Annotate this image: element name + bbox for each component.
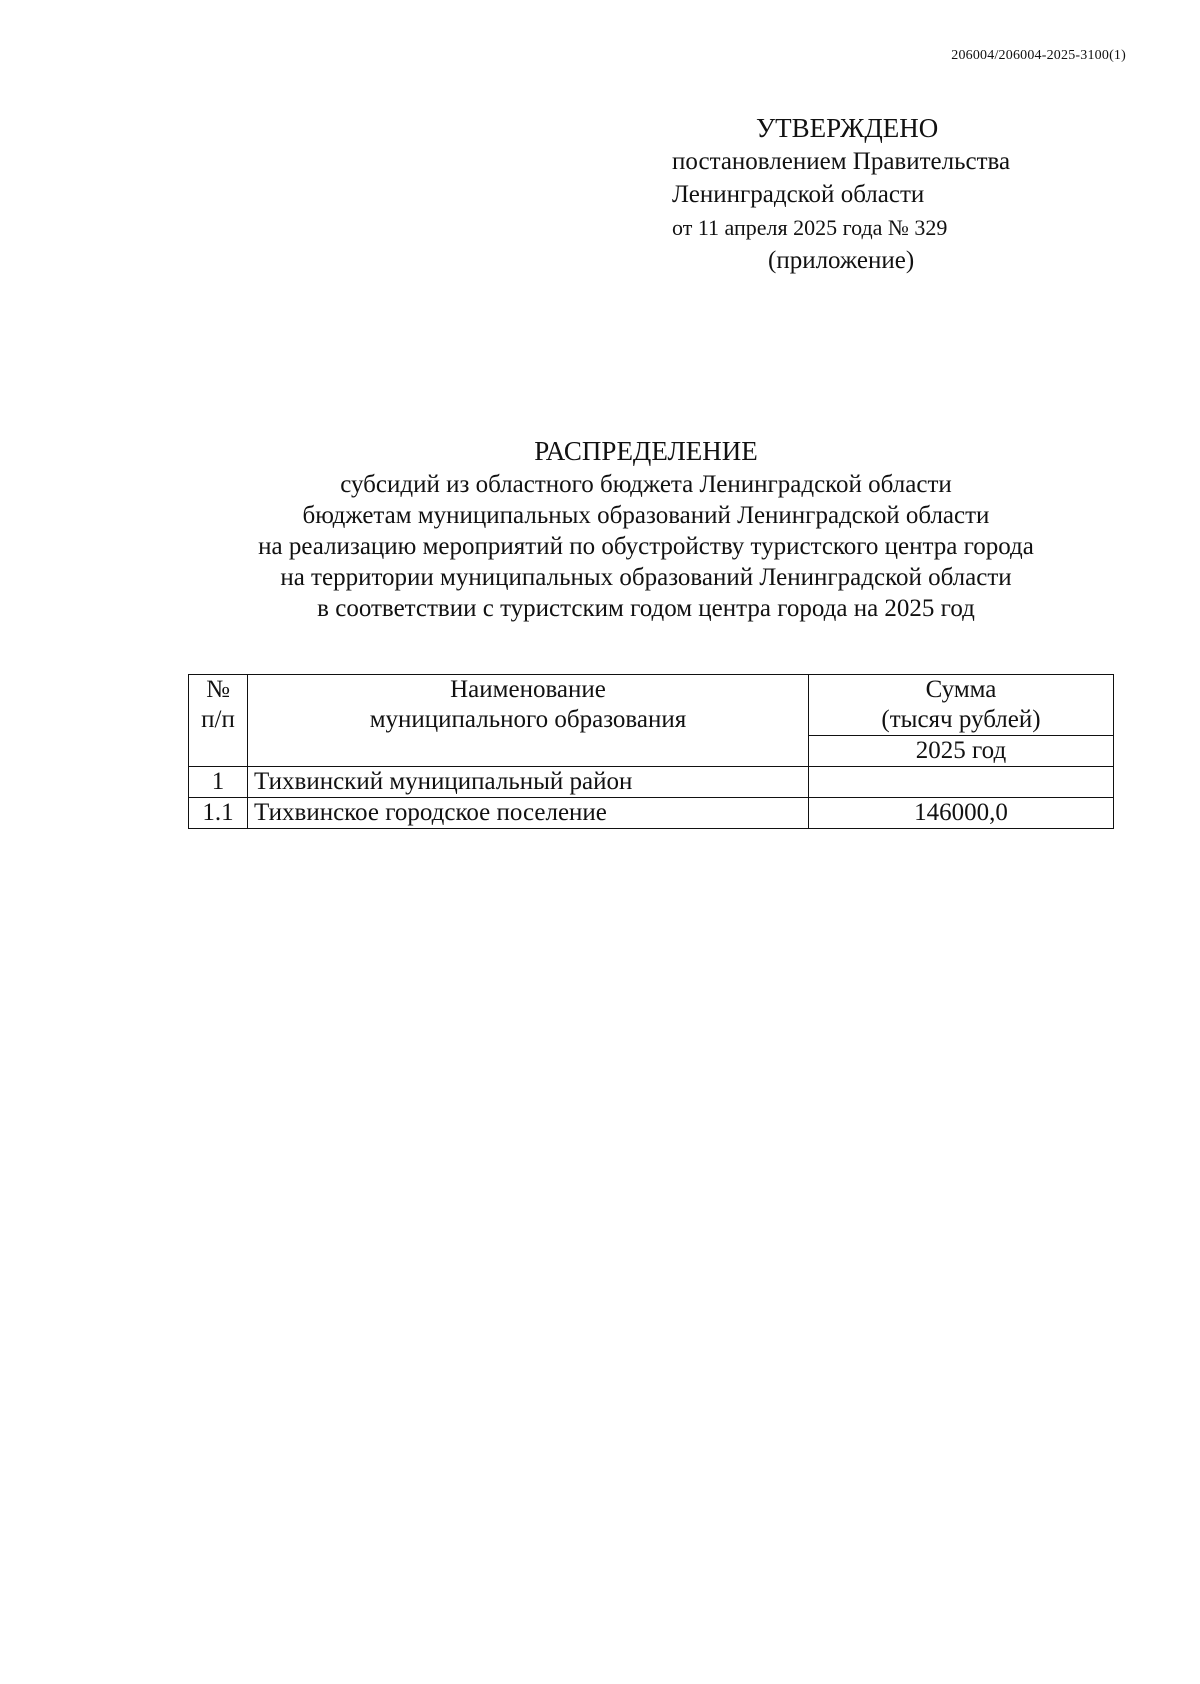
approval-line-2: Ленинградской области [672,181,925,208]
header-name [248,675,809,767]
header-name-line-1: Наименование [450,676,606,703]
table-row [189,767,1114,798]
heading-line: на реализацию мероприятий по обустройству туристского центра города [258,533,1034,560]
row-name: Тихвинское городское поселение [248,798,809,829]
approval-line-1: постановлением Правительства [672,148,1011,175]
heading-line: в соответствии с туристским годом центра города на 2025 год [317,595,975,622]
document-number: 206004/206004-2025-3100(1) [951,48,1126,63]
heading-line: бюджетам муниципальных образований Ленинградской области [302,502,990,529]
row-amount [809,767,1114,798]
approval-annex: (приложение) [768,247,915,274]
header-sum-line-1: Сумма [925,676,997,703]
heading-line: субсидий из областного бюджета Ленинградской области [340,471,952,498]
table-row [189,798,1114,829]
heading-title: РАСПРЕДЕЛЕНИЕ [534,436,758,466]
approval-date: от 11 апреля 2025 года № 329 [672,215,948,240]
approval-title: УТВЕРЖДЕНО [756,113,939,143]
document-heading [0,436,1200,624]
row-amount: 146000,0 [809,798,1114,829]
table-header-row [189,675,1114,736]
heading-line: на территории муниципальных образований Ленинградской области [280,564,1012,591]
approval-block [672,112,1010,277]
header-sum [809,675,1114,736]
header-sum-line-2: (тысяч рублей) [881,706,1041,733]
header-num [189,675,248,767]
header-year: 2025 год [809,736,1114,767]
row-num: 1 [189,767,248,798]
distribution-table [188,674,1114,829]
row-name: Тихвинский муниципальный район [248,767,809,798]
header-num-line-2: п/п [201,706,235,733]
header-num-line-1: № [206,676,230,703]
row-num: 1.1 [189,798,248,829]
header-name-line-2: муниципального образования [369,706,687,733]
